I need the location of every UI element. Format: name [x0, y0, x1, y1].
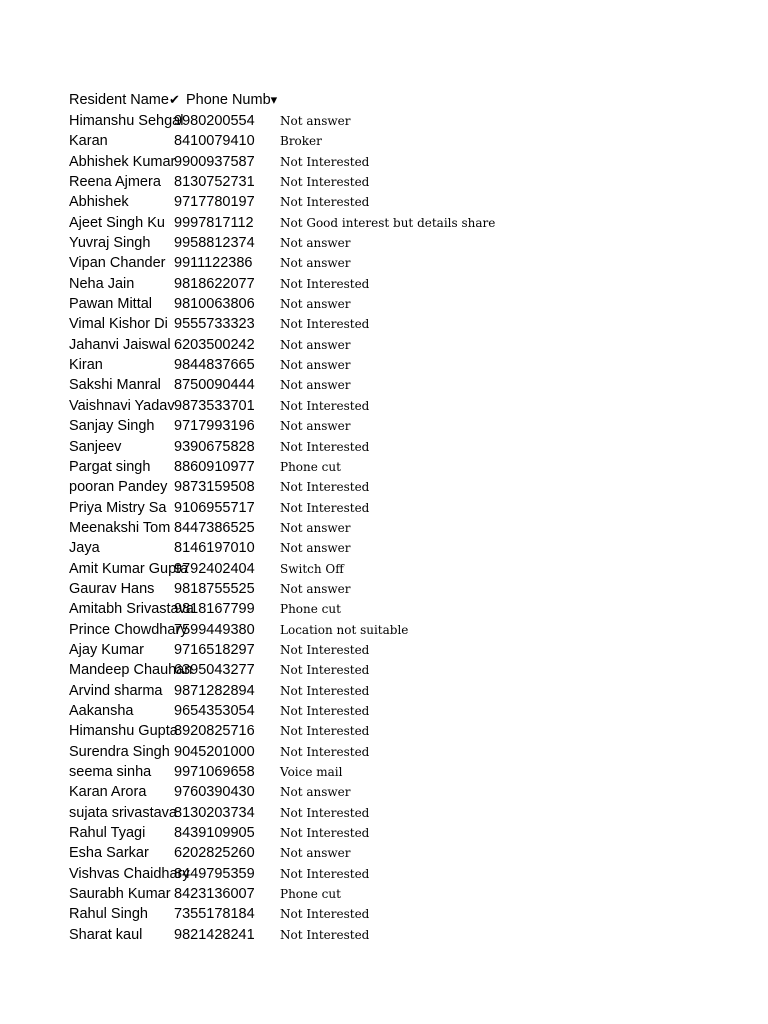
resident-name-cell[interactable]: Vishvas Chaidhary: [69, 865, 190, 882]
header-phone-number-label: Phone Numb: [186, 92, 271, 108]
call-status-cell[interactable]: Phone cut: [280, 887, 341, 902]
phone-number-cell[interactable]: 9971069658: [174, 764, 255, 780]
phone-number-cell[interactable]: 9654353054: [174, 702, 255, 719]
phone-number-cell[interactable]: 9818622077: [174, 275, 255, 292]
call-status-cell[interactable]: Not answer: [280, 520, 351, 535]
table-row: [69, 537, 749, 557]
resident-name-cell[interactable]: Vaishnavi Yadav: [69, 397, 175, 414]
call-status-cell[interactable]: Not Interested: [280, 826, 370, 841]
phone-number-cell[interactable]: 9844837665: [174, 357, 255, 374]
call-status-cell[interactable]: Not Interested: [280, 195, 370, 210]
table-row: [69, 293, 749, 313]
table-row: [69, 476, 749, 496]
phone-number-cell[interactable]: 9900937587: [174, 153, 255, 170]
resident-name-cell[interactable]: Pargat singh: [69, 458, 151, 475]
call-status-cell[interactable]: Not Interested: [280, 724, 370, 739]
resident-name-cell[interactable]: Abhishek Kumar: [69, 153, 176, 170]
table-row: [69, 374, 749, 394]
resident-name-cell[interactable]: Ajeet Singh Ku: [69, 214, 165, 231]
phone-number-cell[interactable]: 9555733323: [174, 316, 255, 333]
resident-call-sheet: [69, 90, 749, 944]
table-row: [69, 130, 749, 150]
table-row: [69, 497, 749, 517]
header-resident-name[interactable]: [69, 90, 186, 111]
table-row: [69, 212, 749, 232]
table-row: [69, 802, 749, 822]
call-status-cell[interactable]: Not answer: [280, 541, 351, 556]
call-status-cell[interactable]: Not Interested: [280, 642, 370, 657]
call-status-cell[interactable]: Not answer: [280, 785, 351, 800]
resident-name-cell[interactable]: Abhishek: [69, 194, 129, 211]
table-row: [69, 273, 749, 293]
phone-number-cell[interactable]: 9717780197: [174, 194, 255, 211]
table-row: [69, 883, 749, 903]
phone-number-cell[interactable]: 9980200554: [174, 113, 255, 129]
resident-name-cell[interactable]: Karan: [69, 133, 108, 150]
phone-number-cell[interactable]: 6202825260: [174, 845, 255, 862]
table-row: [69, 232, 749, 252]
resident-name-cell[interactable]: Amitabh Srivastava: [69, 601, 194, 618]
phone-number-cell[interactable]: 8920825716: [174, 723, 255, 740]
resident-name-cell[interactable]: Vimal Kishor Di: [69, 316, 168, 333]
phone-number-cell[interactable]: 9792402404: [174, 560, 255, 577]
resident-name-cell[interactable]: Surendra Singh: [69, 743, 170, 760]
header-phone-number[interactable]: [186, 90, 286, 111]
resident-name-cell[interactable]: Neha Jain: [69, 275, 135, 292]
phone-number-cell[interactable]: 7355178184: [174, 906, 255, 923]
table-row: [69, 863, 749, 883]
resident-name-cell[interactable]: Himanshu Gupta: [69, 723, 178, 740]
phone-number-cell[interactable]: 9717993196: [174, 418, 255, 435]
phone-number-cell[interactable]: 9958812374: [174, 235, 255, 252]
phone-number-cell[interactable]: 9390675828: [174, 438, 255, 455]
call-status-cell[interactable]: Not Interested: [280, 866, 370, 881]
phone-number-cell[interactable]: 9911122386: [174, 255, 253, 272]
call-status-cell[interactable]: Not Interested: [280, 500, 370, 515]
phone-number-cell[interactable]: 8146197010: [174, 540, 255, 557]
phone-number-cell[interactable]: 9873159508: [174, 479, 255, 496]
phone-number-cell[interactable]: 9873533701: [174, 397, 255, 414]
call-status-cell[interactable]: Phone cut: [280, 602, 341, 617]
resident-name-cell[interactable]: Mandeep Chauhan: [69, 662, 193, 679]
phone-number-cell[interactable]: 9818167799: [174, 601, 255, 618]
table-row: [69, 436, 749, 456]
call-status-cell[interactable]: Not Good interest but details share: [280, 215, 496, 230]
call-status-cell[interactable]: Voice mail: [280, 765, 343, 779]
phone-number-cell[interactable]: 8423136007: [174, 886, 255, 903]
call-status-cell[interactable]: Not Interested: [280, 175, 370, 190]
table-row: [69, 110, 749, 130]
phone-number-cell[interactable]: 9106955717: [174, 499, 255, 516]
resident-name-cell[interactable]: Amit Kumar Gupta: [69, 560, 189, 577]
phone-number-cell[interactable]: 9818755525: [174, 580, 255, 597]
table-row: [69, 822, 749, 842]
table-row: [69, 924, 749, 944]
table-row: [69, 659, 749, 679]
call-status-cell[interactable]: Not Interested: [280, 744, 370, 759]
table-row: [69, 720, 749, 740]
table-row: [69, 395, 749, 415]
header-resident-name-label: Resident Name: [69, 92, 169, 108]
dropdown-arrow-icon[interactable]: ▾: [270, 93, 278, 108]
phone-number-cell[interactable]: 7599449380: [174, 621, 255, 638]
header-row: [69, 90, 749, 110]
call-status-cell[interactable]: Not Interested: [280, 154, 370, 169]
resident-name-cell[interactable]: Ajay Kumar: [69, 641, 144, 658]
resident-name-cell[interactable]: Himanshu Sehgal: [69, 113, 184, 129]
resident-name-cell[interactable]: Sanjeev: [69, 438, 122, 455]
table-row: [69, 151, 749, 171]
resident-name-cell[interactable]: Jaya: [69, 540, 100, 557]
table-row: [69, 191, 749, 211]
phone-number-cell[interactable]: 9871282894: [174, 682, 255, 699]
resident-name-cell[interactable]: Jahanvi Jaiswal: [69, 336, 171, 353]
table-row: [69, 619, 749, 639]
call-status-cell[interactable]: Phone cut: [280, 459, 341, 474]
phone-number-cell[interactable]: 8449795359: [174, 865, 255, 882]
table-row: [69, 558, 749, 578]
call-status-cell[interactable]: Not answer: [280, 297, 351, 312]
phone-number-cell[interactable]: 8130752731: [174, 174, 255, 191]
resident-name-cell[interactable]: Esha Sarkar: [69, 845, 149, 862]
resident-name-cell[interactable]: pooran Pandey: [69, 479, 168, 496]
table-row: [69, 680, 749, 700]
call-status-cell[interactable]: Not answer: [280, 581, 351, 596]
call-status-cell[interactable]: Not answer: [280, 419, 351, 434]
table-row: [69, 415, 749, 435]
resident-name-cell[interactable]: Saurabh Kumar: [69, 886, 171, 903]
table-row: [69, 334, 749, 354]
resident-name-cell[interactable]: Yuvraj Singh: [69, 235, 151, 252]
resident-name-cell[interactable]: Sanjay Singh: [69, 418, 155, 435]
phone-number-cell[interactable]: 9045201000: [174, 743, 255, 760]
table-row: [69, 578, 749, 598]
phone-number-cell[interactable]: 9716518297: [174, 641, 255, 658]
phone-number-cell[interactable]: 6203500242: [174, 336, 255, 353]
phone-number-cell[interactable]: 8860910977: [174, 458, 255, 475]
call-status-cell[interactable]: Not answer: [280, 337, 351, 352]
phone-number-cell[interactable]: 9821428241: [174, 926, 255, 943]
resident-name-cell[interactable]: Meenakshi Tom: [69, 519, 171, 536]
call-status-cell[interactable]: Not Interested: [280, 439, 370, 454]
call-status-cell[interactable]: Not answer: [280, 378, 351, 393]
table-row: [69, 903, 749, 923]
table-row: [69, 517, 749, 537]
call-status-cell[interactable]: Not Interested: [280, 480, 370, 495]
phone-number-cell[interactable]: 8447386525: [174, 519, 255, 536]
table-row: [69, 313, 749, 333]
table-row: [69, 741, 749, 761]
call-status-cell[interactable]: Not answer: [280, 846, 351, 861]
table-body: [69, 110, 749, 944]
table-row: [69, 761, 749, 781]
table-row: [69, 354, 749, 374]
call-status-cell[interactable]: Not answer: [280, 358, 351, 373]
phone-number-cell[interactable]: 9810063806: [174, 296, 255, 313]
table-row: [69, 700, 749, 720]
phone-number-cell[interactable]: 8439109905: [174, 825, 255, 842]
resident-name-cell[interactable]: Vipan Chander: [69, 255, 166, 272]
resident-name-cell[interactable]: Priya Mistry Sa: [69, 499, 167, 516]
phone-number-cell[interactable]: 8410079410: [174, 133, 255, 150]
resident-name-cell[interactable]: Prince Chowdhary: [69, 621, 188, 638]
call-status-cell[interactable]: Not Interested: [280, 663, 370, 678]
resident-name-cell[interactable]: Kiran: [69, 357, 103, 374]
resident-name-cell[interactable]: Reena Ajmera: [69, 174, 161, 191]
resident-name-cell[interactable]: Sharat kaul: [69, 926, 143, 943]
phone-number-cell[interactable]: 6395043277: [174, 662, 255, 679]
resident-name-cell[interactable]: sujata srivastava: [69, 804, 177, 821]
resident-name-cell[interactable]: seema sinha: [69, 764, 152, 780]
call-status-cell[interactable]: Not answer: [280, 256, 351, 271]
call-status-cell[interactable]: Not Interested: [280, 317, 370, 332]
phone-number-cell[interactable]: 9997817112: [174, 214, 254, 231]
phone-number-cell[interactable]: 8130203734: [174, 804, 255, 821]
phone-number-cell[interactable]: 9760390430: [174, 784, 255, 801]
resident-name-cell[interactable]: Pawan Mittal: [69, 296, 153, 313]
call-status-cell[interactable]: Not Interested: [280, 927, 370, 942]
resident-name-cell[interactable]: Gaurav Hans: [69, 580, 155, 597]
call-status-cell[interactable]: Not Interested: [280, 276, 370, 291]
call-status-cell[interactable]: Not Interested: [280, 805, 370, 820]
table-row: [69, 639, 749, 659]
call-status-cell[interactable]: Not Interested: [280, 398, 370, 413]
resident-name-cell[interactable]: Rahul Tyagi: [69, 825, 146, 842]
call-status-cell[interactable]: Not Interested: [280, 683, 370, 698]
checkmark-filter-icon[interactable]: ✔: [168, 93, 180, 108]
call-status-cell[interactable]: Broker: [280, 134, 322, 149]
call-status-cell[interactable]: Not Interested: [280, 703, 370, 718]
table-row: [69, 598, 749, 618]
table-row: [69, 781, 749, 801]
table-row: [69, 171, 749, 191]
table-row: [69, 252, 749, 272]
phone-number-cell[interactable]: 8750090444: [174, 377, 255, 394]
table-row: [69, 842, 749, 862]
call-status-cell[interactable]: Switch Off: [280, 561, 344, 576]
call-status-cell[interactable]: Not answer: [280, 114, 351, 128]
resident-name-cell[interactable]: Sakshi Manral: [69, 377, 161, 394]
resident-name-cell[interactable]: Aakansha: [69, 702, 134, 719]
table-row: [69, 456, 749, 476]
call-status-cell[interactable]: Location not suitable: [280, 622, 409, 637]
resident-name-cell[interactable]: Karan Arora: [69, 784, 147, 801]
call-status-cell[interactable]: Not Interested: [280, 907, 370, 922]
call-status-cell[interactable]: Not answer: [280, 236, 351, 251]
resident-name-cell[interactable]: Arvind sharma: [69, 682, 163, 699]
resident-name-cell[interactable]: Rahul Singh: [69, 906, 148, 923]
